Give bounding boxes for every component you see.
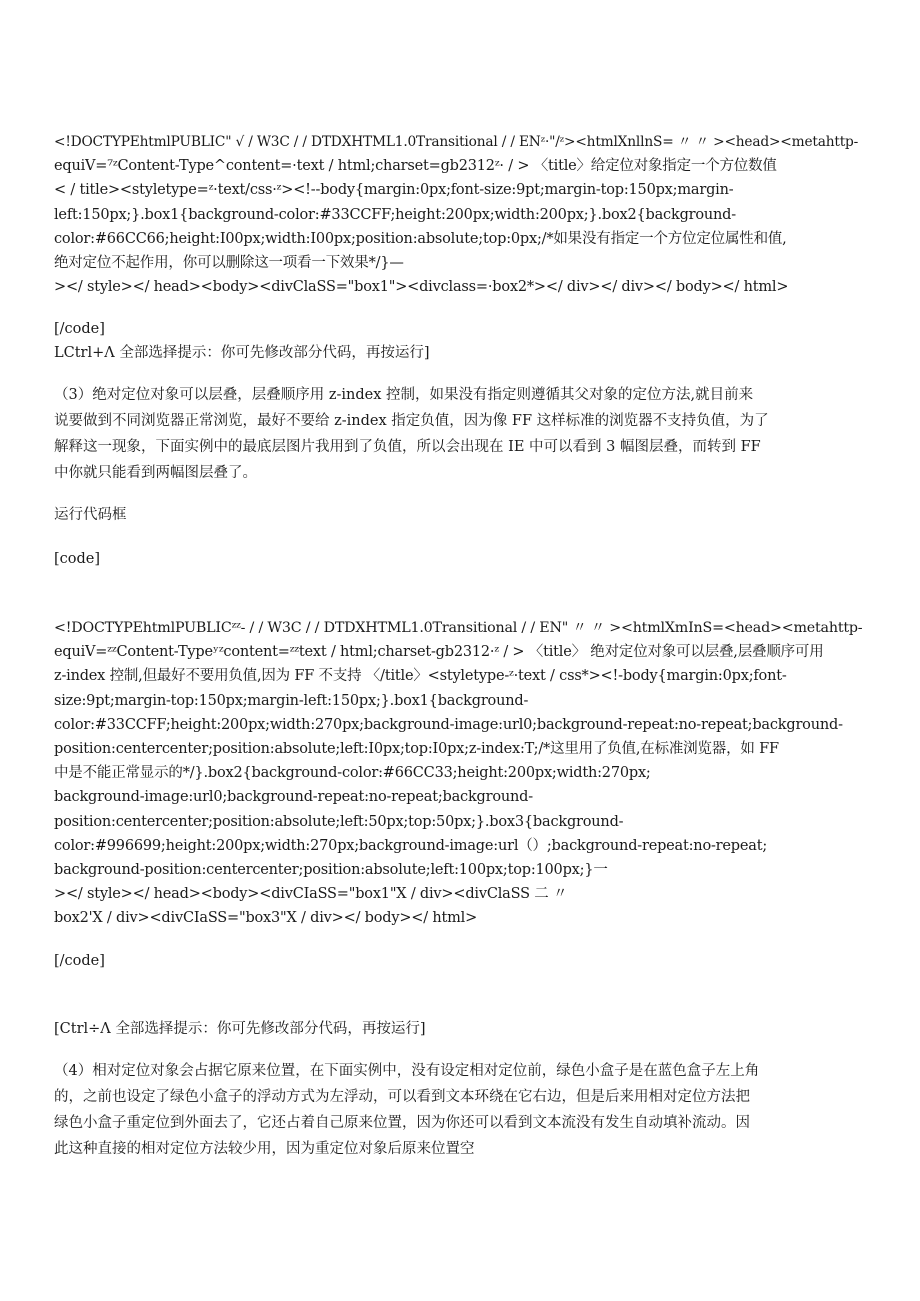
code-line: < / title><styletype=ᶻ·text/css·ᶻ><!--body{margin:0px;font-size:9pt;margin-top:150px;margin- xyxy=(54,182,734,199)
code-line: ></ style></ head><body><divClaSS="box1"><divclass=·box2*></ div></ div></ body></ html> xyxy=(54,279,789,296)
code-line: color:#66CC66;height:I00px;width:I00px;position:absolute;top:0px;/*如果没有指定一个方位定位属性和值, xyxy=(54,230,787,247)
code-line: 中是不能正常显示的*/}.box2{background-color:#66CC33;height:200px;width:270px; xyxy=(54,765,651,782)
code-end-marker-2: [/code] xyxy=(54,953,105,969)
paragraph-line: 绿色小盒子重定位到外面去了，它还占着自己原来位置，因为你还可以看到文本流没有发生自动填补流动。因 xyxy=(54,1115,750,1131)
code-line: z-index 控制,但最好不要用负值,因为 FF 不支持 〈/title〉<styletype-ᶻ·text / css*><!-body{margin:0px;font- xyxy=(54,668,787,685)
paragraph-line: 的，之前也设定了绿色小盒子的浮动方式为左浮动，可以看到文本环绕在它右边，但是后来用相对定位方法把 xyxy=(54,1089,750,1105)
code-line: background-position:centercenter;position:absolute;left:100px;top:100px;}一 xyxy=(54,862,608,879)
code-line: position:centercenter;position:absolute;left:50px;top:50px;}.box3{background- xyxy=(54,813,624,830)
code-line: background-image:url0;background-repeat:no-repeat;background- xyxy=(54,789,533,806)
paragraph-line: （4）相对定位对象会占据它原来位置，在下面实例中，没有设定相对定位前，绿色小盒子是在蓝色盒子左上角 xyxy=(54,1063,760,1079)
code-line: ></ style></ head><body><divCIaSS="box1"X / div><divClaSS 二 〃 xyxy=(54,886,568,903)
code-line: <!DOCTYPEhtmlPUBLICᶻᶻ- / / W3C / / DTDXHTML1.0Transitional / / EN" 〃 〃 ><htmlXmInS=<head><metahttp- xyxy=(54,620,863,636)
code-block-1 xyxy=(54,130,869,299)
run-code-label: 运行代码框 xyxy=(54,507,127,523)
paragraph-line: 说要做到不同浏览器正常浏览，最好不要给 z-index 指定负值，因为像 FF 这样标准的浏览器不支持负值，为了 xyxy=(54,413,769,429)
paragraph-4 xyxy=(54,1058,869,1162)
code-line: equiV=ᶻᶻContent-Typeʸᶻcontent=ᶻᶻtext / html;charset-gb2312·ᶻ / > 〈title〉 绝对定位对象可以层叠,层叠顺序可用 xyxy=(54,644,824,661)
code-line: position:centercenter;position:absolute;left:I0px;top:I0px;z-index:T;/*这里用了负值,在标准浏览器，如 FF xyxy=(54,741,779,758)
code-end-marker-1: [/code] xyxy=(54,321,105,337)
code-line: color:#996699;height:200px;width:270px;background-image:url（）;background-repeat:no-repeat; xyxy=(54,837,768,854)
paragraph-line: 此这种直接的相对定位方法较少用，因为重定位对象后原来位置空 xyxy=(54,1141,475,1157)
code-line: color:#33CCFF;height:200px;width:270px;background-image:url0;background-repeat:no-repeat;background- xyxy=(54,716,843,733)
run-hint-2: [Ctrl÷Λ 全部选择提示：你可先修改部分代码，再按运行] xyxy=(54,1021,426,1037)
code-line: box2'X / div><divCIaSS="box3"X / div></ body></ html> xyxy=(54,910,478,927)
code-line: left:150px;}.box1{background-color:#33CCFF;height:200px;width:200px;}.box2{background- xyxy=(54,206,736,223)
code-line: equiV=⁷ᶻContent-Type^content=·text / html;charset=gb2312ᶻ· / > 〈title〉给定位对象指定一个方位数值 xyxy=(54,158,777,175)
code-line: <!DOCTYPEhtmlPUBLIC" √ / W3C / / DTDXHTML1.0Transitional / / ENᶻ·"/ᶻ><htmlXnllnS= 〃 〃 ><head><metahttp- xyxy=(54,134,859,150)
run-hint-1: LCtrl+Λ 全部选择提示：你可先修改部分代码，再按运行] xyxy=(54,345,430,361)
paragraph-3 xyxy=(54,382,869,486)
paragraph-line: （3）绝对定位对象可以层叠，层叠顺序用 z-index 控制，如果没有指定则遵循其父对象的定位方法,就目前来 xyxy=(54,387,754,403)
code-block-2 xyxy=(54,616,869,931)
code-line: 绝对定位不起作用，你可以删除这一项看一下效果*/}— xyxy=(54,255,404,272)
code-start-marker-2: [code] xyxy=(54,551,101,567)
paragraph-line: 中你就只能看到两幅图层叠了。 xyxy=(54,465,257,481)
code-line: size:9pt;margin-top:150px;margin-left:150px;}.box1{background- xyxy=(54,692,529,709)
paragraph-line: 解释这一现象，下面实例中的最底层图片我用到了负值，所以会出现在 IE 中可以看到 3 幅图层叠，而转到 FF xyxy=(54,439,761,455)
